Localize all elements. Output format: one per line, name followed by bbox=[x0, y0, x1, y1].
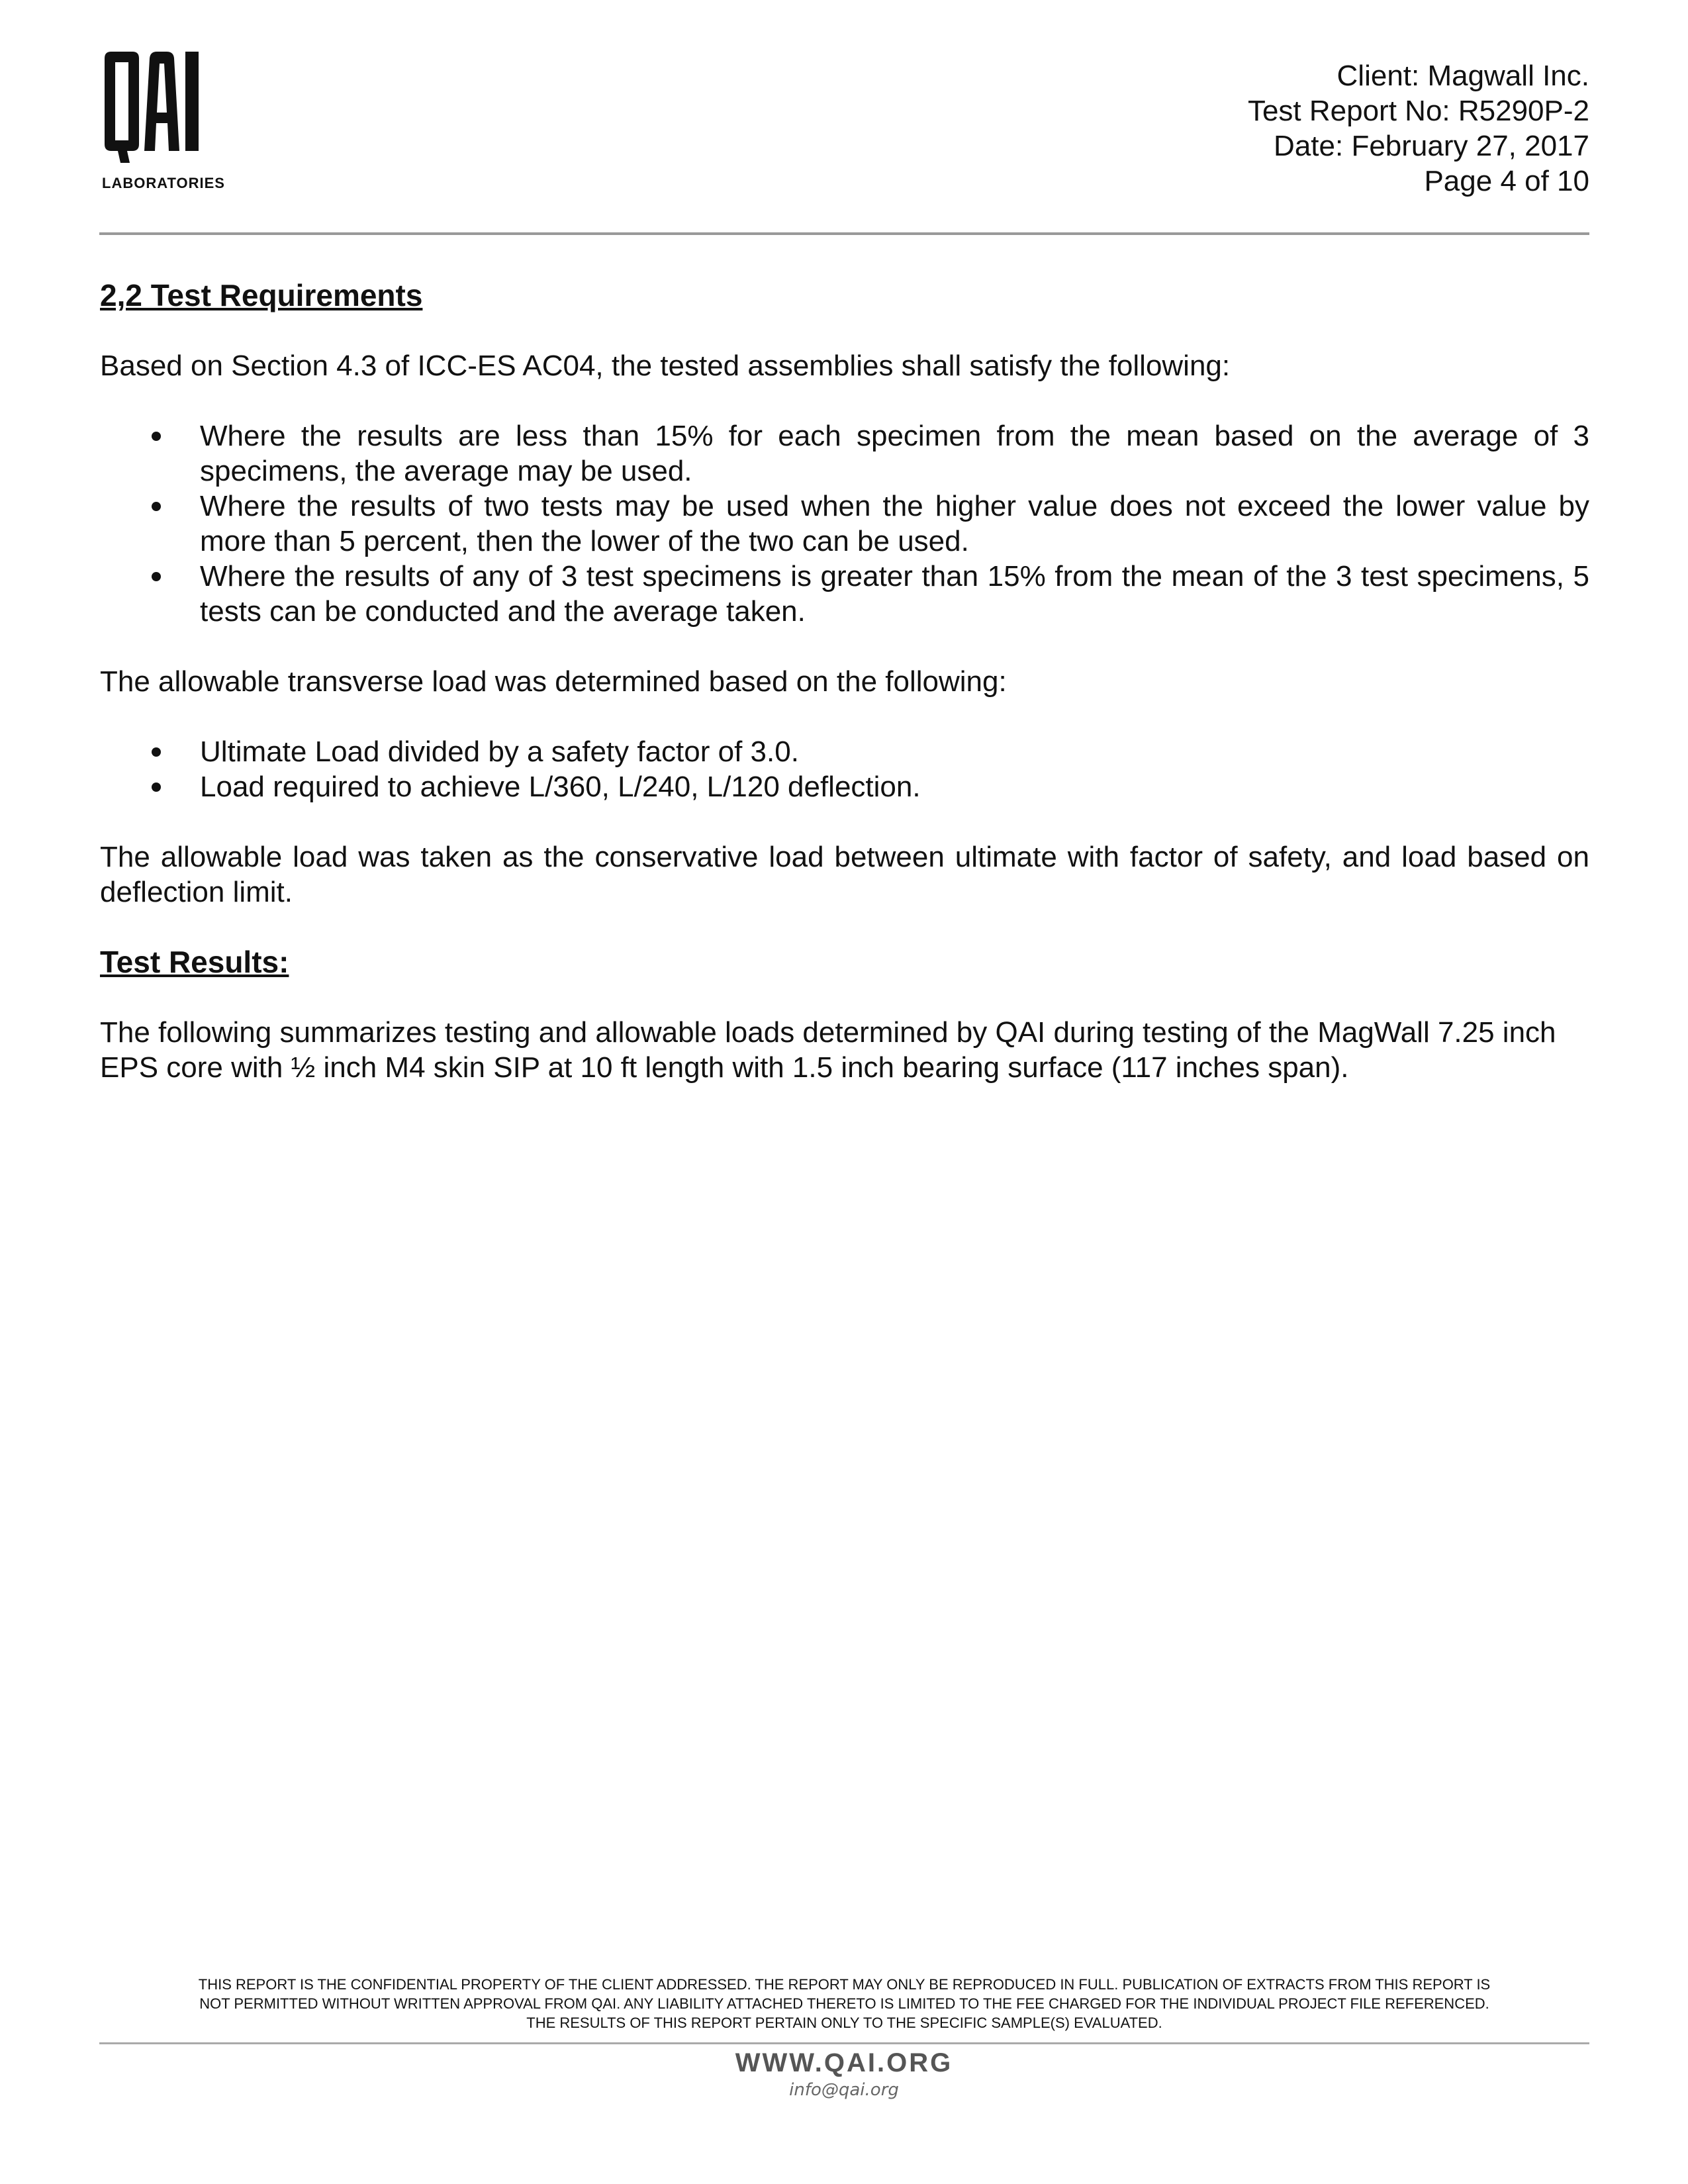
list-item-text: Where the results of any of 3 test specimens is greater than 15% from the mean of the 3 test specimens, 5 tests can be conducted and the average taken. bbox=[200, 560, 1589, 628]
disclaimer-line: THIS REPORT IS THE CONFIDENTIAL PROPERTY OF THE CLIENT ADDRESSED. THE REPORT MAY ONLY BE REPRODUCED IN FULL. PUBLICATION OF EXTRACTS FROM THIS REPORT IS bbox=[198, 1976, 1491, 1993]
list-item-text: Where the results are less than 15% for each specimen from the mean based on the average of 3 specimens, the average may be used. bbox=[200, 420, 1589, 487]
header-divider bbox=[99, 232, 1589, 235]
logo-subtitle: LABORATORIES bbox=[102, 175, 225, 191]
confidentiality-disclaimer bbox=[99, 1975, 1589, 2032]
disclaimer-line: THE RESULTS OF THIS REPORT PERTAIN ONLY TO THE SPECIFIC SAMPLE(S) EVALUATED. bbox=[526, 2015, 1162, 2031]
requirements-intro: Based on Section 4.3 of ICC-ES AC04, the tested assemblies shall satisfy the following: bbox=[100, 350, 1231, 382]
footer-divider bbox=[99, 2042, 1589, 2044]
list-item bbox=[100, 769, 1589, 804]
disclaimer-line: NOT PERMITTED WITHOUT WRITTEN APPROVAL FROM QAI. ANY LIABILITY ATTACHED THERETO IS LIMITED TO THE FEE CHARGED FOR THE INDIVIDUAL PROJECT FILE REFERENCED. bbox=[199, 1995, 1489, 2012]
list-item bbox=[100, 559, 1589, 629]
results-summary: The following summarizes testing and allowable loads determined by QAI during testing of the MagWall 7.25 inch EPS core with ½ inch M4 skin SIP at 10 ft length with 1.5 inch bearing surface (117 inches span). bbox=[100, 1016, 1556, 1084]
section-heading: 2,2 Test Requirements bbox=[100, 278, 423, 312]
list-item bbox=[100, 734, 1589, 769]
list-item bbox=[100, 489, 1589, 559]
list-item bbox=[100, 418, 1589, 489]
allowable-intro: The allowable transverse load was determined based on the following: bbox=[100, 665, 1007, 698]
results-heading: Test Results: bbox=[100, 945, 289, 979]
report-number: Test Report No: R5290P-2 bbox=[1247, 95, 1589, 127]
client-name: Client: Magwall Inc. bbox=[1336, 60, 1589, 92]
qai-logo bbox=[101, 52, 226, 194]
allowable-list bbox=[100, 734, 1589, 804]
email-link[interactable]: info@qai.org bbox=[789, 2080, 899, 2100]
list-item-text: Ultimate Load divided by a safety factor of 3.0. bbox=[200, 736, 799, 768]
allowable-conclusion: The allowable load was taken as the conservative load between ultimate with factor of safety, and load based on deflection limit. bbox=[100, 841, 1589, 908]
criteria-list bbox=[100, 418, 1589, 629]
website-link[interactable]: WWW.QAI.ORG bbox=[735, 2048, 953, 2077]
report-body bbox=[100, 278, 1589, 1085]
report-date: Date: February 27, 2017 bbox=[1274, 130, 1589, 162]
list-item-text: Load required to achieve L/360, L/240, L/120 deflection. bbox=[200, 771, 921, 803]
report-meta bbox=[994, 58, 1589, 199]
qai-logo-mark bbox=[101, 52, 220, 164]
list-item-text: Where the results of two tests may be used when the higher value does not exceed the lower value by more than 5 percent, then the lower of the two can be used. bbox=[200, 490, 1589, 557]
page-number: Page 4 of 10 bbox=[1424, 165, 1589, 197]
